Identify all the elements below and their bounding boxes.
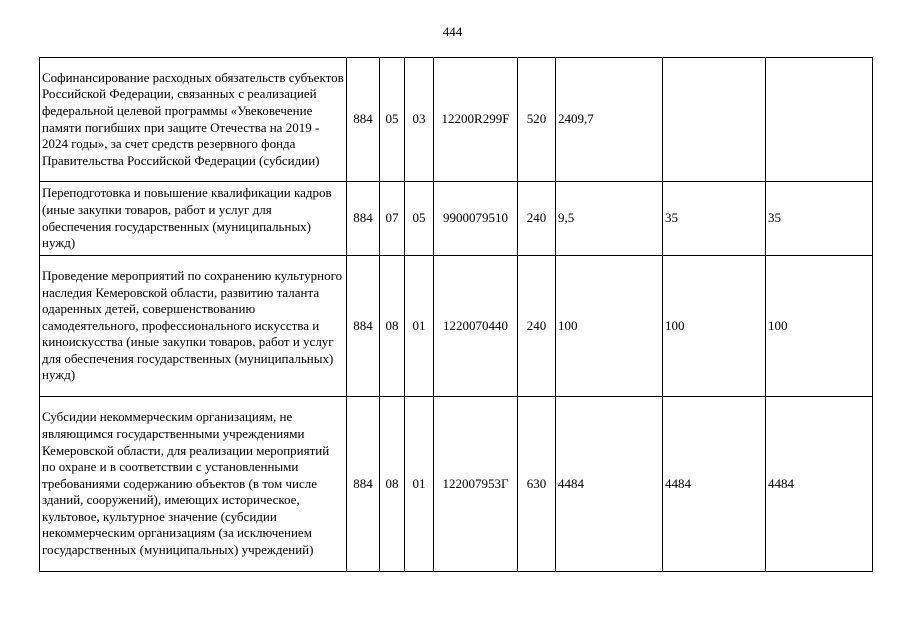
table-row bbox=[40, 182, 873, 256]
amount-2-cell: 4484 bbox=[663, 397, 766, 572]
amount-3-cell: 100 bbox=[766, 256, 873, 397]
subsection-code-cell: 01 bbox=[405, 256, 434, 397]
budget-table bbox=[39, 57, 873, 572]
ministry-code-cell: 884 bbox=[347, 397, 380, 572]
ministry-code-cell: 884 bbox=[347, 58, 380, 182]
row-name-cell: Субсидии некоммерческим организациям, не являющимся государственными учреждениями Кемеровской области, для реализации мероприятий по охране и в соответствии с установленными требованиями содержанию объектов (в том числе зданий, сооружений), имеющих историческое, культовое, культурное значение (субсидии некоммерческим организациям (за исключением государственных (муниципальных) учреждений) bbox=[40, 397, 347, 572]
amount-1-cell: 100 bbox=[556, 256, 663, 397]
amount-3-cell bbox=[766, 58, 873, 182]
section-code-cell: 07 bbox=[380, 182, 405, 256]
subsection-code-cell: 01 bbox=[405, 397, 434, 572]
row-name-cell: Переподготовка и повышение квалификации кадров (иные закупки товаров, работ и услуг для обеспечения государственных (муниципальных) нужд) bbox=[40, 182, 347, 256]
amount-2-cell bbox=[663, 58, 766, 182]
ministry-code-cell: 884 bbox=[347, 182, 380, 256]
expense-type-cell: 240 bbox=[518, 256, 556, 397]
row-name-cell: Софинансирование расходных обязательств субъектов Российской Федерации, связанных с реализацией федеральной целевой программы «Увековечение памяти погибших при защите Отечества на 2019 - 2024 годы», за счет средств резервного фонда Правительства Российской Федерации (субсидии) bbox=[40, 58, 347, 182]
subsection-code-cell: 05 bbox=[405, 182, 434, 256]
amount-2-cell: 100 bbox=[663, 256, 766, 397]
section-code-cell: 08 bbox=[380, 256, 405, 397]
amount-1-cell: 9,5 bbox=[556, 182, 663, 256]
amount-1-cell: 2409,7 bbox=[556, 58, 663, 182]
page-number: 444 bbox=[442, 24, 463, 39]
table-row bbox=[40, 397, 873, 572]
section-code-cell: 08 bbox=[380, 397, 405, 572]
table-row bbox=[40, 256, 873, 397]
row-name-cell: Проведение мероприятий по сохранению культурного наследия Кемеровской области, развитию таланта одаренных детей, совершенствованию самодеятельного, профессионального искусства и киноискусства (иные закупки товаров, работ и услуг для обеспечения государственных (муниципальных) нужд) bbox=[40, 256, 347, 397]
amount-3-cell: 35 bbox=[766, 182, 873, 256]
subsection-code-cell: 03 bbox=[405, 58, 434, 182]
amount-2-cell: 35 bbox=[663, 182, 766, 256]
ministry-code-cell: 884 bbox=[347, 256, 380, 397]
target-code-cell: 9900079510 bbox=[434, 182, 518, 256]
section-code-cell: 05 bbox=[380, 58, 405, 182]
expense-type-cell: 520 bbox=[518, 58, 556, 182]
target-code-cell: 12200R299F bbox=[434, 58, 518, 182]
amount-1-cell: 4484 bbox=[556, 397, 663, 572]
expense-type-cell: 630 bbox=[518, 397, 556, 572]
target-code-cell: 122007953Г bbox=[434, 397, 518, 572]
table-row bbox=[40, 58, 873, 182]
target-code-cell: 1220070440 bbox=[434, 256, 518, 397]
expense-type-cell: 240 bbox=[518, 182, 556, 256]
amount-3-cell: 4484 bbox=[766, 397, 873, 572]
